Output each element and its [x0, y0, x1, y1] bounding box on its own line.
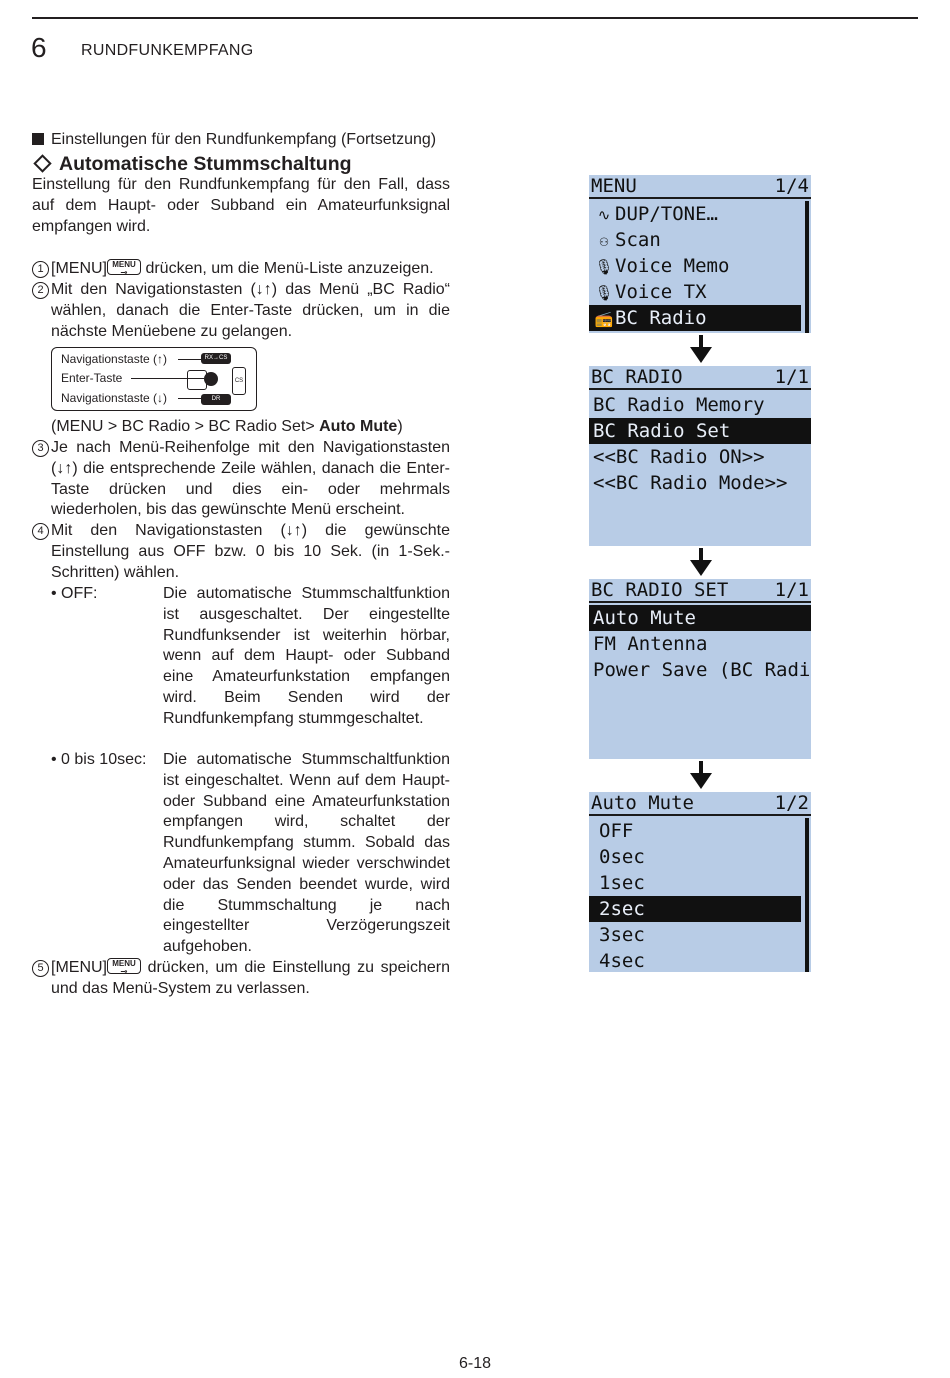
enter-label: Enter-Taste	[61, 371, 123, 385]
down-arrow-icon	[690, 335, 712, 365]
option-off: • OFF: Die automatische Stummschaltfunktion ist ausgeschaltet. Der eingestellte Rundfunksender ist weiterhin hörbar, wenn auf dem Haupt- oder Subband eine Amateurfunkstation empfangen wird. Beim Senden wird der Rundfunkempfang stummgeschaltet.	[51, 585, 450, 727]
step-number: 2	[32, 282, 49, 299]
option-0sec-row[interactable]: 0sec	[599, 846, 645, 868]
step-1: 1 [MENU] MENU ⊸ drücken, um die Menü-Liste anzuzeigen.	[32, 259, 450, 280]
navigation-keys-diagram	[51, 347, 257, 411]
menu-path: (MENU > BC Radio > BC Radio Set> Auto Mute)	[51, 418, 403, 435]
menu-item-bc-radio-set[interactable]: BC Radio Set	[589, 418, 811, 444]
microphone-tx-icon: 🎙	[594, 284, 614, 302]
lcd-screen-auto-mute	[589, 792, 811, 972]
menu-item-bc-radio-memory[interactable]: BC Radio Memory	[593, 394, 765, 416]
enter-key-icon	[204, 372, 218, 386]
subsection-title: Automatische Stummschaltung	[32, 152, 352, 176]
nav-down-label: Navigationstaste (↓)	[61, 391, 168, 405]
step-3: 3 Je nach Menü-Reihenfolge mit den Navigationstasten (↓↑) die entsprechende Zeile wählen, danach die Enter-Taste drücken und dies ein- oder mehrmals wiederholen, bis das gewünschte Menü erscheint.	[32, 438, 450, 521]
option-delay: • 0 bis 10sec: Die automatische Stummschaltfunktion ist eingeschaltet. Wenn auf dem Haupt- oder Subband eine Amateurfunkstation empfangen wird, schaltet der Rundfunkempfang stumm. Sobald das Amateurfunksignal wieder verschwindet oder das Senden beendet wurde, wird die Stummschaltung je nach eingestellter Verzögerungszeit aufgehoben.	[51, 751, 450, 956]
intro-paragraph: Einstellung für den Rundfunkempfang für den Fall, dass auf dem Haupt- oder Subband ein Amateurfunksignal empfangen wird.	[32, 176, 450, 235]
option-3sec-row[interactable]: 3sec	[599, 924, 645, 946]
microphone-icon: 🎙	[594, 258, 614, 276]
menu-item-auto-mute[interactable]: Auto Mute	[589, 605, 811, 631]
screen-header: Auto Mute 1/2	[591, 792, 809, 814]
scrollbar[interactable]	[805, 201, 809, 333]
down-arrow-icon	[690, 548, 712, 578]
lcd-screen-menu	[589, 175, 811, 333]
menu-key-icon: MENU ⊸	[107, 958, 141, 974]
section-title: Einstellungen für den Rundfunkempfang (Fortsetzung)	[32, 130, 436, 150]
step-number: 1	[32, 261, 49, 278]
menu-item-power-save[interactable]: Power Save (BC Radi	[593, 659, 811, 681]
option-2sec-row[interactable]: 2sec	[589, 896, 801, 922]
menu-item-dup-tone[interactable]: ∿ DUP/TONE…	[589, 201, 801, 227]
chapter-number: 6	[31, 32, 47, 63]
lcd-screen-bc-radio	[589, 366, 811, 546]
menu-item-bc-radio-on[interactable]: <<BC Radio ON>>	[593, 446, 765, 468]
step-number: 4	[32, 523, 49, 540]
menu-item-bc-radio-mode[interactable]: <<BC Radio Mode>>	[593, 472, 788, 494]
step-number: 3	[32, 440, 49, 457]
rx-cs-key: RX→CS	[201, 353, 231, 364]
tone-icon: ∿	[597, 206, 611, 224]
menu-key-icon: MENU ⊸	[107, 259, 141, 275]
down-arrow-icon	[690, 761, 712, 791]
option-4sec-row[interactable]: 4sec	[599, 950, 645, 972]
option-1sec-row[interactable]: 1sec	[599, 872, 645, 894]
lcd-screen-bc-radio-set	[589, 579, 811, 759]
option-off-row[interactable]: OFF	[599, 820, 634, 842]
step-4: 4 Mit den Navigationstasten (↓↑) die gewünschte Einstellung aus OFF bzw. 0 bis 10 Sek. (in 1-Sek.-Schritten) wählen.	[32, 521, 450, 583]
binoculars-icon: ⚇	[599, 232, 609, 250]
scrollbar[interactable]	[805, 818, 809, 972]
menu-item-scan[interactable]: ⚇ Scan	[589, 227, 801, 253]
top-rule	[32, 17, 918, 19]
menu-item-bc-radio[interactable]: 📻BC Radio	[589, 305, 801, 331]
screen-header: MENU 1/4	[591, 175, 809, 197]
menu-item-voice-tx[interactable]: 🎙Voice TX	[589, 279, 801, 305]
screen-header: BC RADIO SET 1/1	[591, 579, 809, 601]
step-2: 2 Mit den Navigationstasten (↓↑) das Menü „BC Radio“ wählen, danach die Enter-Taste drücken, um in die nächste Menüebene zu gelangen.	[32, 280, 450, 342]
menu-item-voice-memo[interactable]: 🎙Voice Memo	[589, 253, 801, 279]
cs-key: CS	[232, 367, 246, 395]
nav-up-label: Navigationstaste (↑)	[61, 352, 168, 366]
dr-key: DR	[201, 394, 231, 405]
chapter-title: RUNDFUNKEMPFANG	[81, 42, 254, 59]
step-number: 5	[32, 960, 49, 977]
page-number: 6-18	[458, 1355, 492, 1372]
square-bullet-icon	[32, 133, 44, 145]
screen-header: BC RADIO 1/1	[591, 366, 809, 388]
step-5: 5 [MENU] MENU ⊸ drücken, um die Einstellung zu speichern und das Menü-System zu verlassen.	[32, 958, 450, 1000]
diamond-icon	[33, 155, 51, 173]
radio-icon: 📻	[594, 310, 614, 328]
menu-item-fm-antenna[interactable]: FM Antenna	[593, 633, 708, 655]
